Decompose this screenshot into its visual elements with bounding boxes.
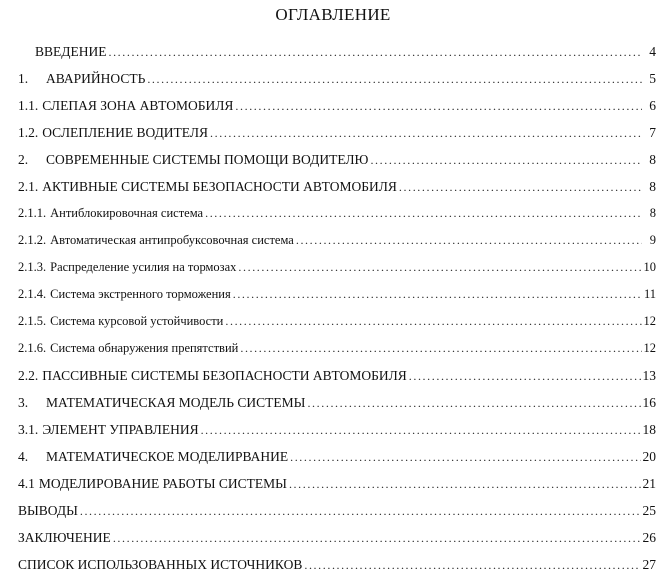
toc-entry-number: 2.1.2.	[18, 233, 47, 247]
toc-leader-dots	[205, 206, 642, 221]
toc-entry-number: 2.2.	[18, 368, 39, 383]
toc-entry-number: 4.	[18, 449, 29, 464]
toc-entry-title: ЭЛЕМЕНТ УПРАВЛЕНИЯ	[42, 422, 199, 437]
toc-page-number: 18	[642, 422, 656, 437]
toc-entry-summary[interactable]	[0, 530, 666, 550]
toc-page-number: 8	[649, 206, 656, 220]
toc-page-number: 6	[649, 98, 656, 113]
toc-entry-number: 1.1.	[18, 98, 39, 113]
toc-entry-number: 4.1	[18, 476, 35, 491]
toc-entry-2-1-4[interactable]	[0, 287, 666, 307]
toc-entry-2-1-6[interactable]	[0, 341, 666, 361]
toc-entry-number: 2.	[18, 152, 29, 167]
toc-entry-title: ВВЕДЕНИЕ	[35, 44, 107, 59]
toc-entry-title: Распределение усилия на тормозах	[50, 260, 237, 274]
toc-leader-dots	[296, 233, 642, 248]
toc-leader-dots	[201, 423, 641, 438]
toc-leader-dots	[370, 153, 642, 168]
toc-entry-3-1[interactable]	[0, 422, 666, 442]
toc-page-number: 13	[642, 368, 656, 383]
toc-leader-dots	[80, 504, 641, 519]
toc-entry-title: ОСЛЕПЛЕНИЕ ВОДИТЕЛЯ	[42, 125, 209, 140]
toc-entry-title: АКТИВНЫЕ СИСТЕМЫ БЕЗОПАСНОСТИ АВТОМОБИЛЯ	[42, 179, 397, 194]
toc-entry-title: СОВРЕМЕННЫЕ СИСТЕМЫ ПОМОЩИ ВОДИТЕЛЮ	[46, 152, 369, 167]
toc-entry-1[interactable]	[0, 71, 666, 91]
toc-page-number: 12	[643, 314, 656, 328]
toc-leader-dots	[290, 450, 640, 465]
toc-entry-2[interactable]	[0, 152, 666, 172]
toc-page-number: 4	[649, 44, 656, 59]
toc-entry-number: 2.1.4.	[18, 287, 47, 301]
toc-entry-title: СПИСОК ИСПОЛЬЗОВАННЫХ ИСТОЧНИКОВ	[18, 557, 303, 572]
page-title: ОГЛАВЛЕНИЕ	[275, 5, 391, 24]
toc-entry-number: 2.1.5.	[18, 314, 47, 328]
toc-leader-dots	[235, 99, 642, 114]
toc-entry-conclusions[interactable]	[0, 503, 666, 523]
toc-entry-number: 2.1.3.	[18, 260, 47, 274]
toc-leader-dots	[304, 558, 640, 573]
toc-leader-dots	[399, 180, 642, 195]
toc-entry-number: 2.1.	[18, 179, 39, 194]
toc-leader-dots	[113, 531, 641, 546]
toc-entry-4-1[interactable]	[0, 476, 666, 496]
toc-page-number: 8	[649, 152, 656, 167]
toc-entry-title: Система курсовой устойчивости	[50, 314, 224, 328]
toc-entry-number: 1.	[18, 71, 29, 86]
toc-page-number: 10	[643, 260, 656, 274]
toc-leader-dots	[225, 314, 641, 329]
toc-leader-dots	[233, 287, 642, 302]
toc-entry-title: Антиблокировочная система	[50, 206, 204, 220]
toc-leader-dots	[238, 260, 641, 275]
toc-page-number: 21	[642, 476, 656, 491]
toc-entry-title: ЗАКЛЮЧЕНИЕ	[18, 530, 111, 545]
toc-page-number: 11	[643, 287, 656, 301]
toc-entry-title: Автоматическая антипробуксовочная система	[50, 233, 294, 247]
toc-page-number: 20	[642, 449, 656, 464]
toc-page-number: 5	[649, 71, 656, 86]
toc-entry-title: ПАССИВНЫЕ СИСТЕМЫ БЕЗОПАСНОСТИ АВТОМОБИЛЯ	[42, 368, 407, 383]
toc-entry-references[interactable]	[0, 557, 666, 577]
toc-entry-2-1[interactable]	[0, 179, 666, 199]
toc-entry-number: 3.	[18, 395, 29, 410]
toc-entry-number: 3.1.	[18, 422, 39, 437]
toc-page-number: 12	[643, 341, 656, 355]
toc-entry-2-1-5[interactable]	[0, 314, 666, 334]
toc-entry-2-1-2[interactable]	[0, 233, 666, 253]
toc-leader-dots	[147, 72, 642, 87]
toc-page-number: 7	[649, 125, 656, 140]
toc-page-number: 27	[642, 557, 656, 572]
toc-entry-3[interactable]	[0, 395, 666, 415]
toc-entry-1-2[interactable]	[0, 125, 666, 145]
toc-entry-title: МАТЕМАТИЧЕСКАЯ МОДЕЛЬ СИСТЕМЫ	[46, 395, 306, 410]
toc-entry-number: 1.2.	[18, 125, 39, 140]
toc-entry-title: МАТЕМАТИЧЕСКОЕ МОДЕЛИРВАНИЕ	[46, 449, 289, 464]
toc-leader-dots	[210, 126, 642, 141]
toc-entry-number: 2.1.1.	[18, 206, 47, 220]
toc-entry-1-1[interactable]	[0, 98, 666, 118]
toc-entry-title: Система экстренного торможения	[50, 287, 231, 301]
toc-leader-dots	[108, 45, 642, 60]
toc-entry-title: АВАРИЙНОСТЬ	[46, 71, 146, 86]
toc-entry-2-1-3[interactable]	[0, 260, 666, 280]
toc-page-number: 8	[649, 179, 656, 194]
toc-page-number: 25	[642, 503, 656, 518]
toc-entry-2-2[interactable]	[0, 368, 666, 388]
toc-entry-title: СЛЕПАЯ ЗОНА АВТОМОБИЛЯ	[42, 98, 234, 113]
toc-entry-title: Система обнаружения препятствий	[50, 341, 239, 355]
toc-entry-number: 2.1.6.	[18, 341, 47, 355]
toc-leader-dots	[307, 396, 640, 411]
toc-page-number: 16	[642, 395, 656, 410]
toc-leader-dots	[409, 369, 641, 384]
toc-page-number: 26	[642, 530, 656, 545]
toc-leader-dots	[240, 341, 641, 356]
toc-entry-title: МОДЕЛИРОВАНИЕ РАБОТЫ СИСТЕМЫ	[38, 476, 287, 491]
toc-leader-dots	[289, 477, 641, 492]
toc-entry-title: ВЫВОДЫ	[18, 503, 78, 518]
toc-page-number: 9	[649, 233, 656, 247]
toc-entry-2-1-1[interactable]	[0, 206, 666, 226]
toc-entry-introduction[interactable]	[0, 44, 666, 64]
toc-entry-4[interactable]	[0, 449, 666, 469]
